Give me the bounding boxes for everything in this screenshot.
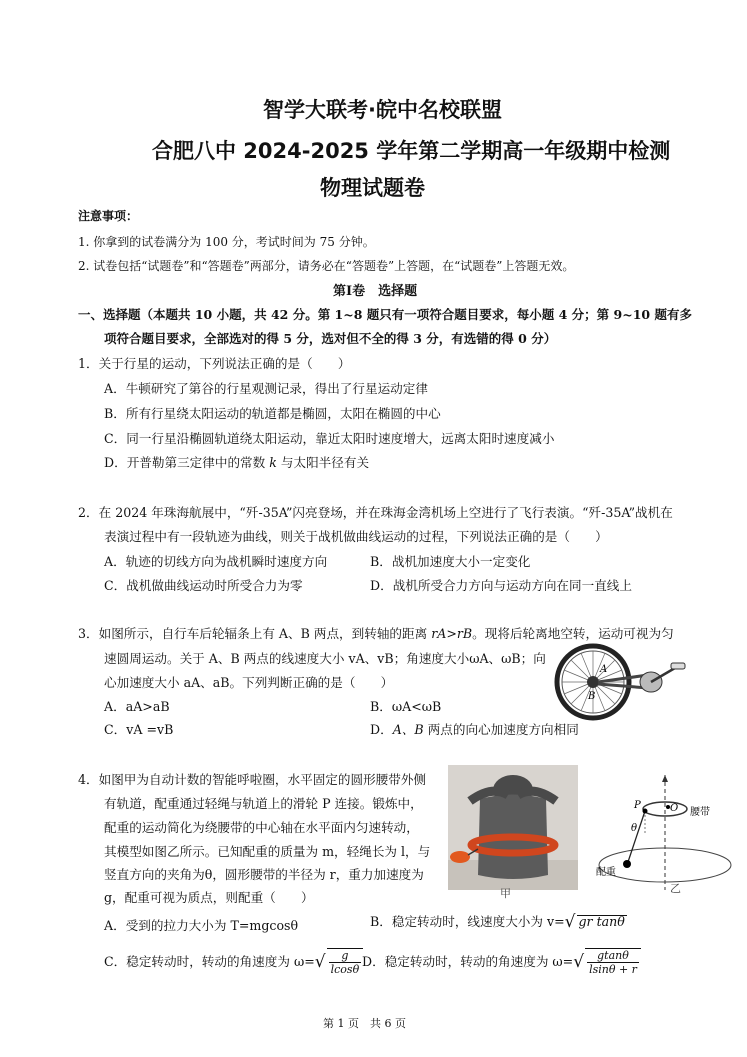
q3-stem-line-3: 心加速度大小 aA、aB。下列判断正确的是（ ） [104, 675, 394, 690]
point-p-label: P [634, 800, 641, 811]
hula-hoop-photo [448, 765, 578, 890]
waist-model-diagram [588, 775, 738, 895]
q2-option-b: B．战机加速度大小一定变化 [370, 554, 531, 569]
section-line-2: 项符合题目要求，全部选对的得 5 分，选对但不全的得 3 分，有选错的得 0 分） [104, 331, 557, 346]
note-2: 2. 试卷包括“试题卷”和“答题卷”两部分，请务必在“答题卷”上答题，在“试题卷”上答题无效。 [78, 259, 575, 273]
q4-stem-line-3: 配重的运动简化为绕腰带的中心轴在水平面内匀速转动， [104, 820, 419, 835]
counterweight-label: 配重 [596, 867, 616, 878]
q4-option-b: B．稳定转动时，线速度大小为 v=√ gr tanθ [370, 912, 625, 932]
point-a-label: A [600, 664, 608, 675]
q2-option-a: A．轨迹的切线方向为战机瞬时速度方向 [104, 554, 328, 569]
q3-stem-line-1: 3．如图所示，自行车后轮辐条上有 A、B 两点，到转轴的距离 rA>rB。现将后轮离地空转，运动可视为匀 [78, 626, 674, 641]
figure-jia-label: 甲 [500, 887, 511, 900]
q3-stem-line-2: 速圆周运动。关于 A、B 两点的线速度大小 vA、vB；角速度大小ωA、ωB；向 [104, 651, 546, 666]
page-footer: 第 1 页 共 6 页 [323, 1017, 406, 1030]
point-o-label: O [670, 803, 679, 814]
section-line-1: 一、选择题（本题共 10 小题，共 42 分。第 1~8 题只有一项符合题目要求，每小题 4 分；第 9~10 题有多 [78, 307, 692, 322]
q2-stem-line-1: 2．在 2024 年珠海航展中，“歼-35A”闪亮登场，并在珠海金湾机场上空进行了飞行表演。“歼-35A”战机在 [78, 505, 673, 520]
q1-stem: 1．关于行星的运动，下列说法正确的是（ ） [78, 356, 351, 371]
notes-heading: 注意事项： [78, 209, 139, 223]
q3-option-c: C．vA =vB [104, 722, 174, 737]
q3-option-a: A．aA>aB [104, 699, 170, 714]
q4-option-a: A．受到的拉力大小为 T=mgcosθ [104, 918, 299, 933]
q4-stem-line-2: 有轨道，配重通过轻绳与轨道上的滑轮 P 连接。锻炼中， [104, 796, 423, 811]
q2-option-c: C．战机做曲线运动时所受合力为零 [104, 578, 303, 593]
point-b-label: B [588, 691, 596, 702]
q2-option-d: D．战机所受合力方向与运动方向在同一直线上 [370, 578, 632, 593]
q4-stem-line-4: 其模型如图乙所示。已知配重的质量为 m，轻绳长为 l，与 [104, 844, 431, 859]
waist-belt-label: 腰带 [690, 807, 710, 818]
q2-stem-line-2: 表演过程中有一段轨迹为曲线，则关于战机做曲线运动的过程，下列说法正确的是（ ） [104, 529, 608, 544]
theta-label: θ [631, 823, 638, 834]
q1-option-b: B．所有行星绕太阳运动的轨道都是椭圆，太阳在椭圆的中心 [104, 406, 441, 421]
note-1: 1. 你拿到的试卷满分为 100 分，考试时间为 75 分钟。 [78, 235, 375, 249]
q1-option-d: D．开普勒第三定律中的常数 k 与太阳半径有关 [104, 455, 370, 470]
q4-option-c: C．稳定转动时，转动的角速度为 ω=√ $\frac{g}{lcos\theta}$ [104, 948, 363, 976]
figure-yi-label: 乙 [670, 882, 681, 895]
exam-title-2: 合肥八中 2024-2025 学年第二学期高一年级期中检测 [152, 139, 671, 163]
q4-stem-line-1: 4．如图甲为自动计数的智能呼啦圈，水平固定的圆形腰带外侧 [78, 772, 427, 787]
exam-title-1: 智学大联考·皖中名校联盟 [263, 98, 502, 122]
q3-option-b: B．ωA<ωB [370, 699, 442, 714]
exam-title-3: 物理试题卷 [320, 176, 425, 200]
q1-option-c: C．同一行星沿椭圆轨道绕太阳运动，靠近太阳时速度增大，远离太阳时速度减小 [104, 431, 555, 446]
q3-option-d: D．A、B 两点的向心加速度方向相同 [370, 722, 579, 737]
q1-option-a: A．牛顿研究了第谷的行星观测记录，得出了行星运动定律 [104, 381, 428, 396]
q4-option-d: D．稳定转动时，转动的角速度为 ω=√ $\frac{gtan\theta}{lsin\theta + r}$ [362, 948, 641, 976]
q4-stem-line-5: 竖直方向的夹角为θ，圆形腰带的半径为 r，重力加速度为 [104, 867, 424, 882]
bicycle-wheel-figure [553, 642, 688, 722]
q4-stem-line-6: g，配重可视为质点，则配重（ ） [104, 890, 314, 905]
part-title: 第Ⅰ卷 选择题 [333, 284, 418, 299]
